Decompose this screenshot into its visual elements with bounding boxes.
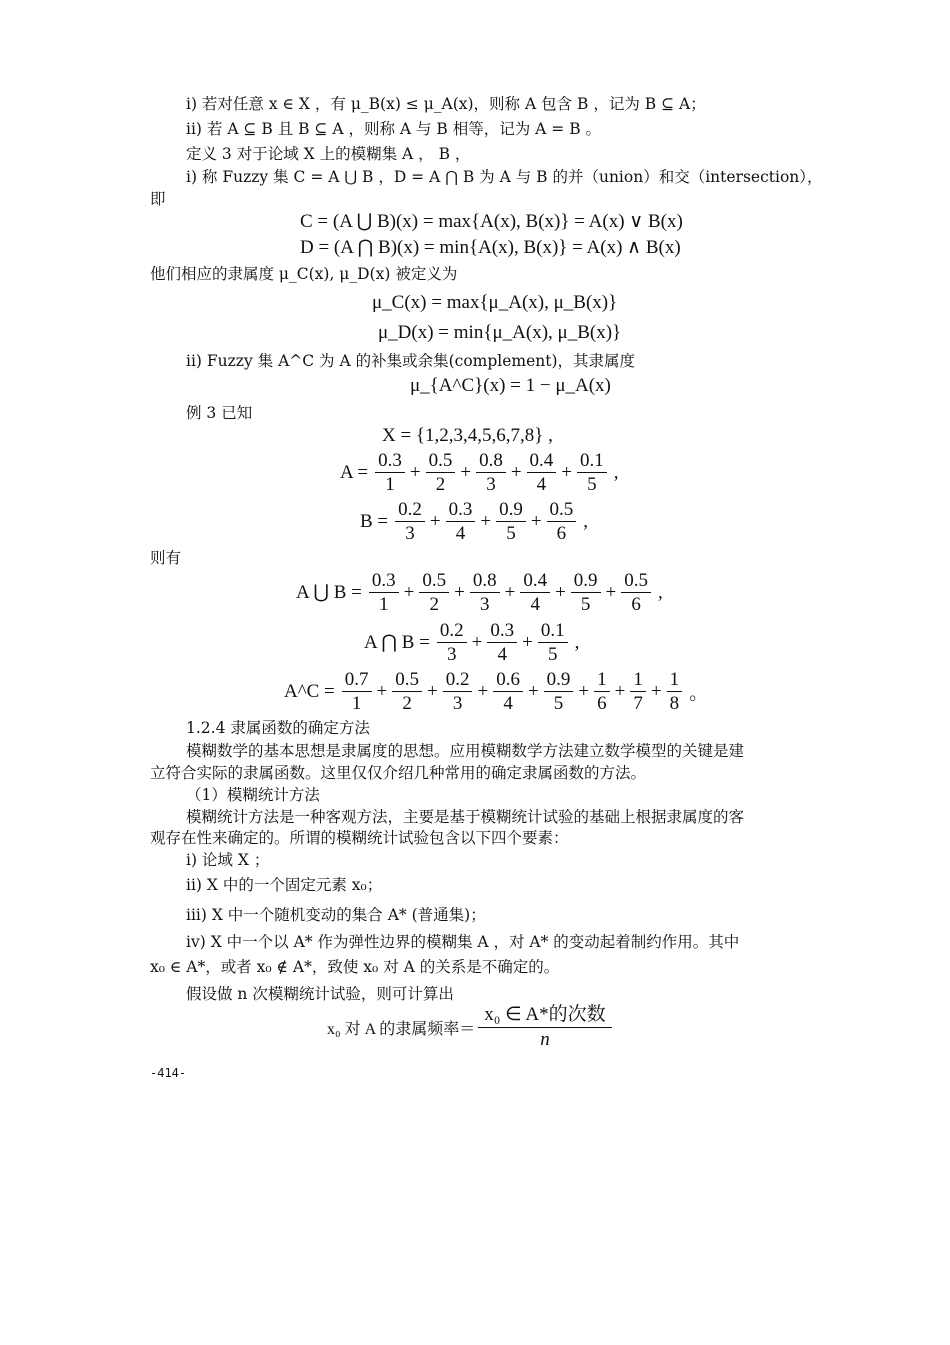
fraction [470,570,500,615]
equation-end: , [574,631,580,653]
fraction-numerator: 0.6 [493,669,523,692]
text-line: i) 若对任意 x ∈ X ，有 μ_B(x) ≤ μ_A(x)，则称 A 包含 B ，记为 B ⊆ A； [186,95,706,113]
fraction [571,570,601,615]
fraction [538,620,568,665]
plus-sign: + [409,461,421,483]
plus-sign: + [429,510,441,532]
fraction-sum [339,669,685,714]
fraction-numerator: 1 [630,669,646,692]
equation-set-b [360,499,588,544]
plus-sign: + [510,461,522,483]
equation-complement-set [284,669,708,714]
plus-sign: + [376,680,388,702]
fraction-numerator: 0.9 [571,570,601,593]
text-line: i) 称 Fuzzy 集 C = A ⋃ B ，D = A ⋂ B 为 A 与 B 的并（union）和交（intersection）， [186,168,823,186]
equation-end: , [613,461,619,483]
fraction [594,669,610,714]
plus-sign: + [530,510,542,532]
list-item-continuation: x₀ ∈ A*，或者 x₀ ∉ A*，致使 x₀ 对 A 的关系是不确定的。 [150,958,560,976]
fraction-denominator: 3 [447,644,457,665]
fraction [630,669,646,714]
equation-universe: X = {1,2,3,4,5,6,7,8} , [382,425,553,446]
plus-sign: + [471,631,483,653]
fraction-numerator: 1 [594,669,610,692]
fraction-numerator: 0.3 [375,450,405,473]
fraction-denominator: 5 [587,474,597,495]
fraction-denominator: 3 [486,474,496,495]
fraction-sum [434,620,571,665]
fraction-numerator: 0.3 [487,620,517,643]
fraction-numerator: 0.7 [342,669,372,692]
fraction-denominator: 6 [631,594,641,615]
fraction [426,450,456,495]
fraction-numerator: 1 [667,669,683,692]
text-line: 即 [150,190,166,208]
equation-end: , [583,510,589,532]
fraction [621,570,651,615]
plus-sign: + [460,461,472,483]
equation-lhs: B = [360,510,389,532]
plus-sign: + [403,581,415,603]
text-line: ii) Fuzzy 集 A^C 为 A 的补集或余集(complement)，其隶属度 [186,352,636,370]
fraction-denominator: n [540,1029,550,1050]
equation-complement: μ_{A^C}(x) = 1 − μ_A(x) [410,375,611,396]
fraction-denominator: 5 [506,523,516,544]
section-heading: 1.2.4 隶属函数的确定方法 [186,719,370,737]
definition-heading: 定义 3 对于论域 X 上的模糊集 A ， B ， [186,145,471,163]
equation-intersection [364,620,579,665]
equation-set-a [340,450,619,495]
fraction [395,499,425,544]
fraction [667,669,683,714]
equation-lhs: A^C = [284,680,335,702]
fraction-numerator: 0.5 [426,450,456,473]
fraction-numerator: 0.4 [527,450,557,473]
fraction-denominator: 3 [452,693,463,714]
text-line: 他们相应的隶属度 μ_C(x), μ_D(x) 被定义为 [150,265,458,283]
plus-sign: + [605,581,617,603]
plus-sign: + [477,680,489,702]
fraction [375,450,405,495]
example-heading: 例 3 已知 [186,404,253,422]
text-line: 则有 [150,549,182,567]
fraction [342,669,372,714]
plus-sign: + [427,680,438,702]
plus-sign: + [561,461,573,483]
fraction-denominator: 6 [556,523,567,544]
fraction-denominator: 6 [597,693,607,714]
paragraph-line: 模糊数学的基本思想是隶属度的思想。应用模糊数学方法建立数学模型的关键是建 [186,742,745,760]
fraction-denominator: 1 [351,693,362,714]
fraction [443,669,473,714]
equation-union [296,570,663,615]
fraction-sum [392,499,579,544]
fraction [419,570,449,615]
fraction-denominator: 4 [530,594,540,615]
fraction-numerator: 0.5 [392,669,422,692]
fraction-numerator: 0.4 [520,570,550,593]
fraction [520,570,550,615]
fraction-numerator: 0.8 [476,450,506,473]
fraction [392,669,422,714]
fraction-denominator: 4 [503,693,513,714]
plus-sign: + [650,680,662,702]
equation-lhs: A ⋃ B = [296,582,362,603]
fraction-numerator: 0.5 [621,570,651,593]
fraction [369,570,399,615]
fraction-numerator: 0.5 [419,570,449,593]
fraction-numerator: 0.3 [369,570,399,593]
fraction-sum [366,570,654,615]
list-item: ii) X 中的一个固定元素 x₀； [186,876,383,894]
fraction [547,499,577,544]
fraction [544,669,574,714]
fraction-denominator: 5 [580,594,591,615]
plus-sign: + [522,631,533,653]
plus-sign: + [614,680,626,702]
fraction-denominator: 2 [435,474,446,495]
page-number: -414- [150,1066,187,1080]
fraction-numerator: 0.1 [577,450,607,473]
equation-membership-frequency [327,1004,615,1050]
fraction-numerator: 0.9 [544,669,574,692]
fraction-denominator: 3 [405,523,415,544]
fraction-numerator: 0.1 [538,620,568,643]
fraction-numerator: 0.2 [443,669,473,692]
equation-lhs: x₀ 对 A 的隶属频率＝ [327,1020,476,1038]
subsection-heading: （1）模糊统计方法 [186,786,320,804]
paragraph-line: 模糊统计方法是一种客观方法，主要是基于模糊统计试验的基础上根据隶属度的客 [186,808,745,826]
fraction [478,1004,611,1050]
paragraph-line: 假设做 n 次模糊统计试验，则可计算出 [186,985,454,1003]
fraction-sum [372,450,610,495]
text-line: ii) 若 A ⊆ B 且 B ⊆ A ，则称 A 与 B 相等，记为 A = B 。 [186,120,602,138]
fraction-numerator: 0.9 [496,499,526,522]
equation-mu-d: μ_D(x) = min{μ_A(x), μ_B(x)} [378,322,622,343]
fraction-denominator: 1 [379,594,389,615]
fraction [487,620,517,665]
equation-lhs: A = [340,461,369,483]
equation-end: 。 [689,683,709,704]
fraction [577,450,607,495]
plus-sign: + [527,680,539,702]
fraction-denominator: 1 [385,474,395,495]
fraction-numerator: 0.5 [547,499,577,522]
fraction-denominator: 3 [479,594,490,615]
list-item: i) 论域 X ； [186,851,270,869]
plus-sign: + [480,510,492,532]
fraction-denominator: 4 [455,523,466,544]
list-item: iv) X 中一个以 A* 作为弹性边界的模糊集 A ，对 A* 的变动起着制约作用。其中 [186,933,740,951]
paragraph-line: 立符合实际的隶属函数。这里仅仅介绍几种常用的确定隶属函数的方法。 [150,764,647,782]
fraction [476,450,506,495]
fraction-denominator: 2 [429,594,439,615]
fraction [496,499,526,544]
fraction-numerator: 0.2 [437,620,467,643]
equation-end: , [658,581,663,603]
plus-sign: + [555,581,566,603]
fraction-numerator: 0.3 [446,499,476,522]
equation-intersection-def: D = (A ⋂ B)(x) = min{A(x), B(x)} = A(x) ∧ B(x) [300,237,681,258]
fraction-numerator: 0.8 [470,570,500,593]
fraction-denominator: 5 [553,693,564,714]
fraction-denominator: 5 [547,644,558,665]
fraction [493,669,523,714]
plus-sign: + [504,581,516,603]
fraction-numerator: 0.2 [395,499,425,522]
equation-lhs: A ⋂ B = [364,632,430,653]
equation-union-def: C = (A ⋃ B)(x) = max{A(x), B(x)} = A(x) ∨ B(x) [300,211,683,232]
fraction-numerator: x₀ ∈ A*的次数 [478,1004,611,1028]
fraction-denominator: 2 [402,693,412,714]
paragraph-line: 观存在性来确定的。所谓的模糊统计试验包含以下四个要素： [150,829,569,847]
fraction-denominator: 4 [497,644,507,665]
list-item: iii) X 中一个随机变动的集合 A* (普通集)； [186,906,486,924]
equation-mu-c: μ_C(x) = max{μ_A(x), μ_B(x)} [372,292,618,313]
plus-sign: + [454,581,465,603]
fraction [437,620,467,665]
fraction [527,450,557,495]
fraction-denominator: 4 [536,474,547,495]
fraction-denominator: 8 [669,693,680,714]
fraction [446,499,476,544]
plus-sign: + [578,680,590,702]
fraction-denominator: 7 [633,693,643,714]
